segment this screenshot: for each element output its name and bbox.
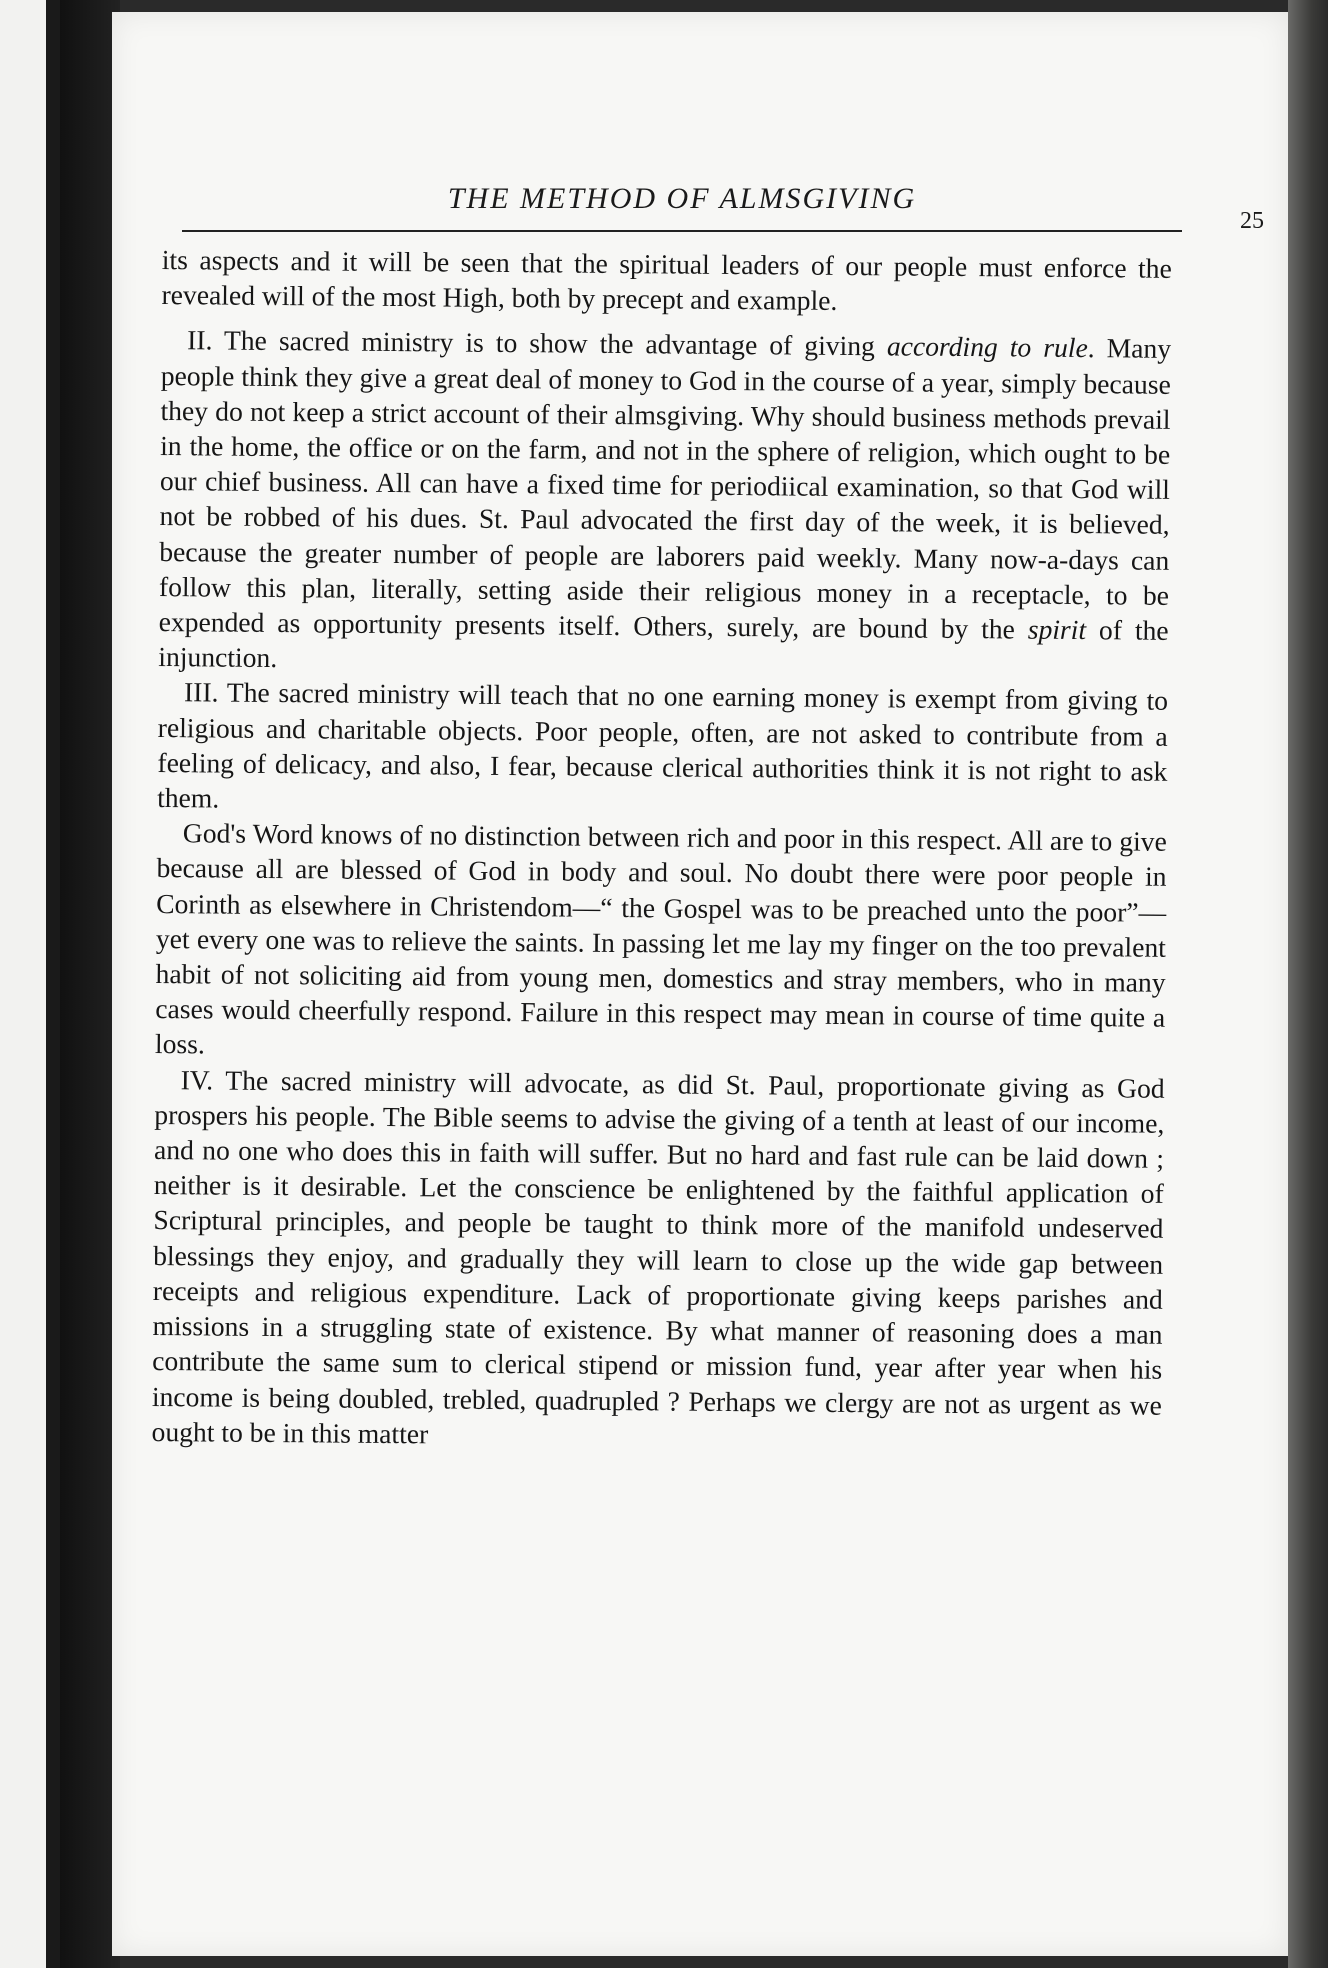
text-segment: its aspects and it will be seen that the spiritual leaders of our people must enforce the revealed will of the most High, both by precept and example. <box>161 243 1172 317</box>
text-segment: of the injunction. <box>158 614 1169 674</box>
text-segment: IV. The sacred ministry will advocate, as did St. Paul, proportionate giving as God prospers his people. The Bible seems to advise the giving of a tenth at least of our income, and no one who does this in faith will suffer. But no hard and fast rule can be laid down ; neither is it desirable. Let the conscience be enlightened by the faithful application of Scriptural principles, and people be taught to think more of the manifold undeserved blessings they enjoy, and gradually they will learn to close up the wide gap between receipts and religious expenditure. Lack of proportionate giving keeps parishes and missions in a struggling state of existence. By what manner of reasoning does a man contribute the same sum to clerical stipend or mission fund, year after year when his income is being doubled, trebled, quadrupled ? Perhaps we clergy are not as urgent as we ought to be in this matter <box>151 1063 1165 1450</box>
running-head: THE METHOD OF ALMSGIVING <box>447 182 917 215</box>
page-header <box>182 182 1264 234</box>
book-page <box>112 12 1288 1956</box>
paragraph <box>157 674 1168 824</box>
emphasis-text: according to rule <box>886 330 1088 364</box>
body-text <box>151 242 1171 1458</box>
page-edge-shadow <box>1288 0 1328 1968</box>
paragraph <box>158 322 1171 683</box>
text-segment: God's Word knows of no distinction between rich and poor in this respect. All are to give because all are blessed of God in body and soul. No doubt there were poor people in Corinth as elsewhere in Christendom—“ the Gospel was to be preached unto the poor”—yet every one was to relieve the saints. In passing let me lay my finger on the too prevalent habit of not soliciting aid from young men, domestics and stray members, who in many cases would cheerfully respond. Failure in this respect may mean in course of time quite a loss. <box>154 817 1167 1060</box>
paragraph <box>155 815 1167 1070</box>
page-number: 25 <box>1240 208 1264 234</box>
emphasis-text: spirit <box>1027 613 1087 646</box>
paragraph <box>151 1062 1164 1458</box>
text-segment: III. The sacred ministry will teach that no one earning money is exempt from giving to religious and charitable objects. Poor people, often, are not asked to contribute from a feeling of delicacy, and also, I fear, because clerical authorities think it is not right to ask them. <box>157 676 1169 814</box>
book-spine-shadow <box>60 0 120 1968</box>
text-segment: II. The sacred ministry is to show the advantage of giving <box>187 324 888 362</box>
text-segment: . Many people think they give a great deal of money to God in the course of a year, simply because they do not keep a strict account of their almsgiving. Why should business methods prevail in the home, the office or on the farm, and not in the sphere of religion, which ought to be our chief business. All can have a fixed time for periodiical examination, so that God will not be robbed of his dues. St. Paul advocated the first day of the week, it is believed, because the greater number of people are laborers paid weekly. Many now-a-days can follow this plan, literally, setting aside their religious money in a receptacle, to be expended as opportunity presents itself. Others, surely, are bound by the <box>158 332 1172 645</box>
facing-page-edge <box>0 0 60 1968</box>
paragraph <box>161 242 1172 321</box>
